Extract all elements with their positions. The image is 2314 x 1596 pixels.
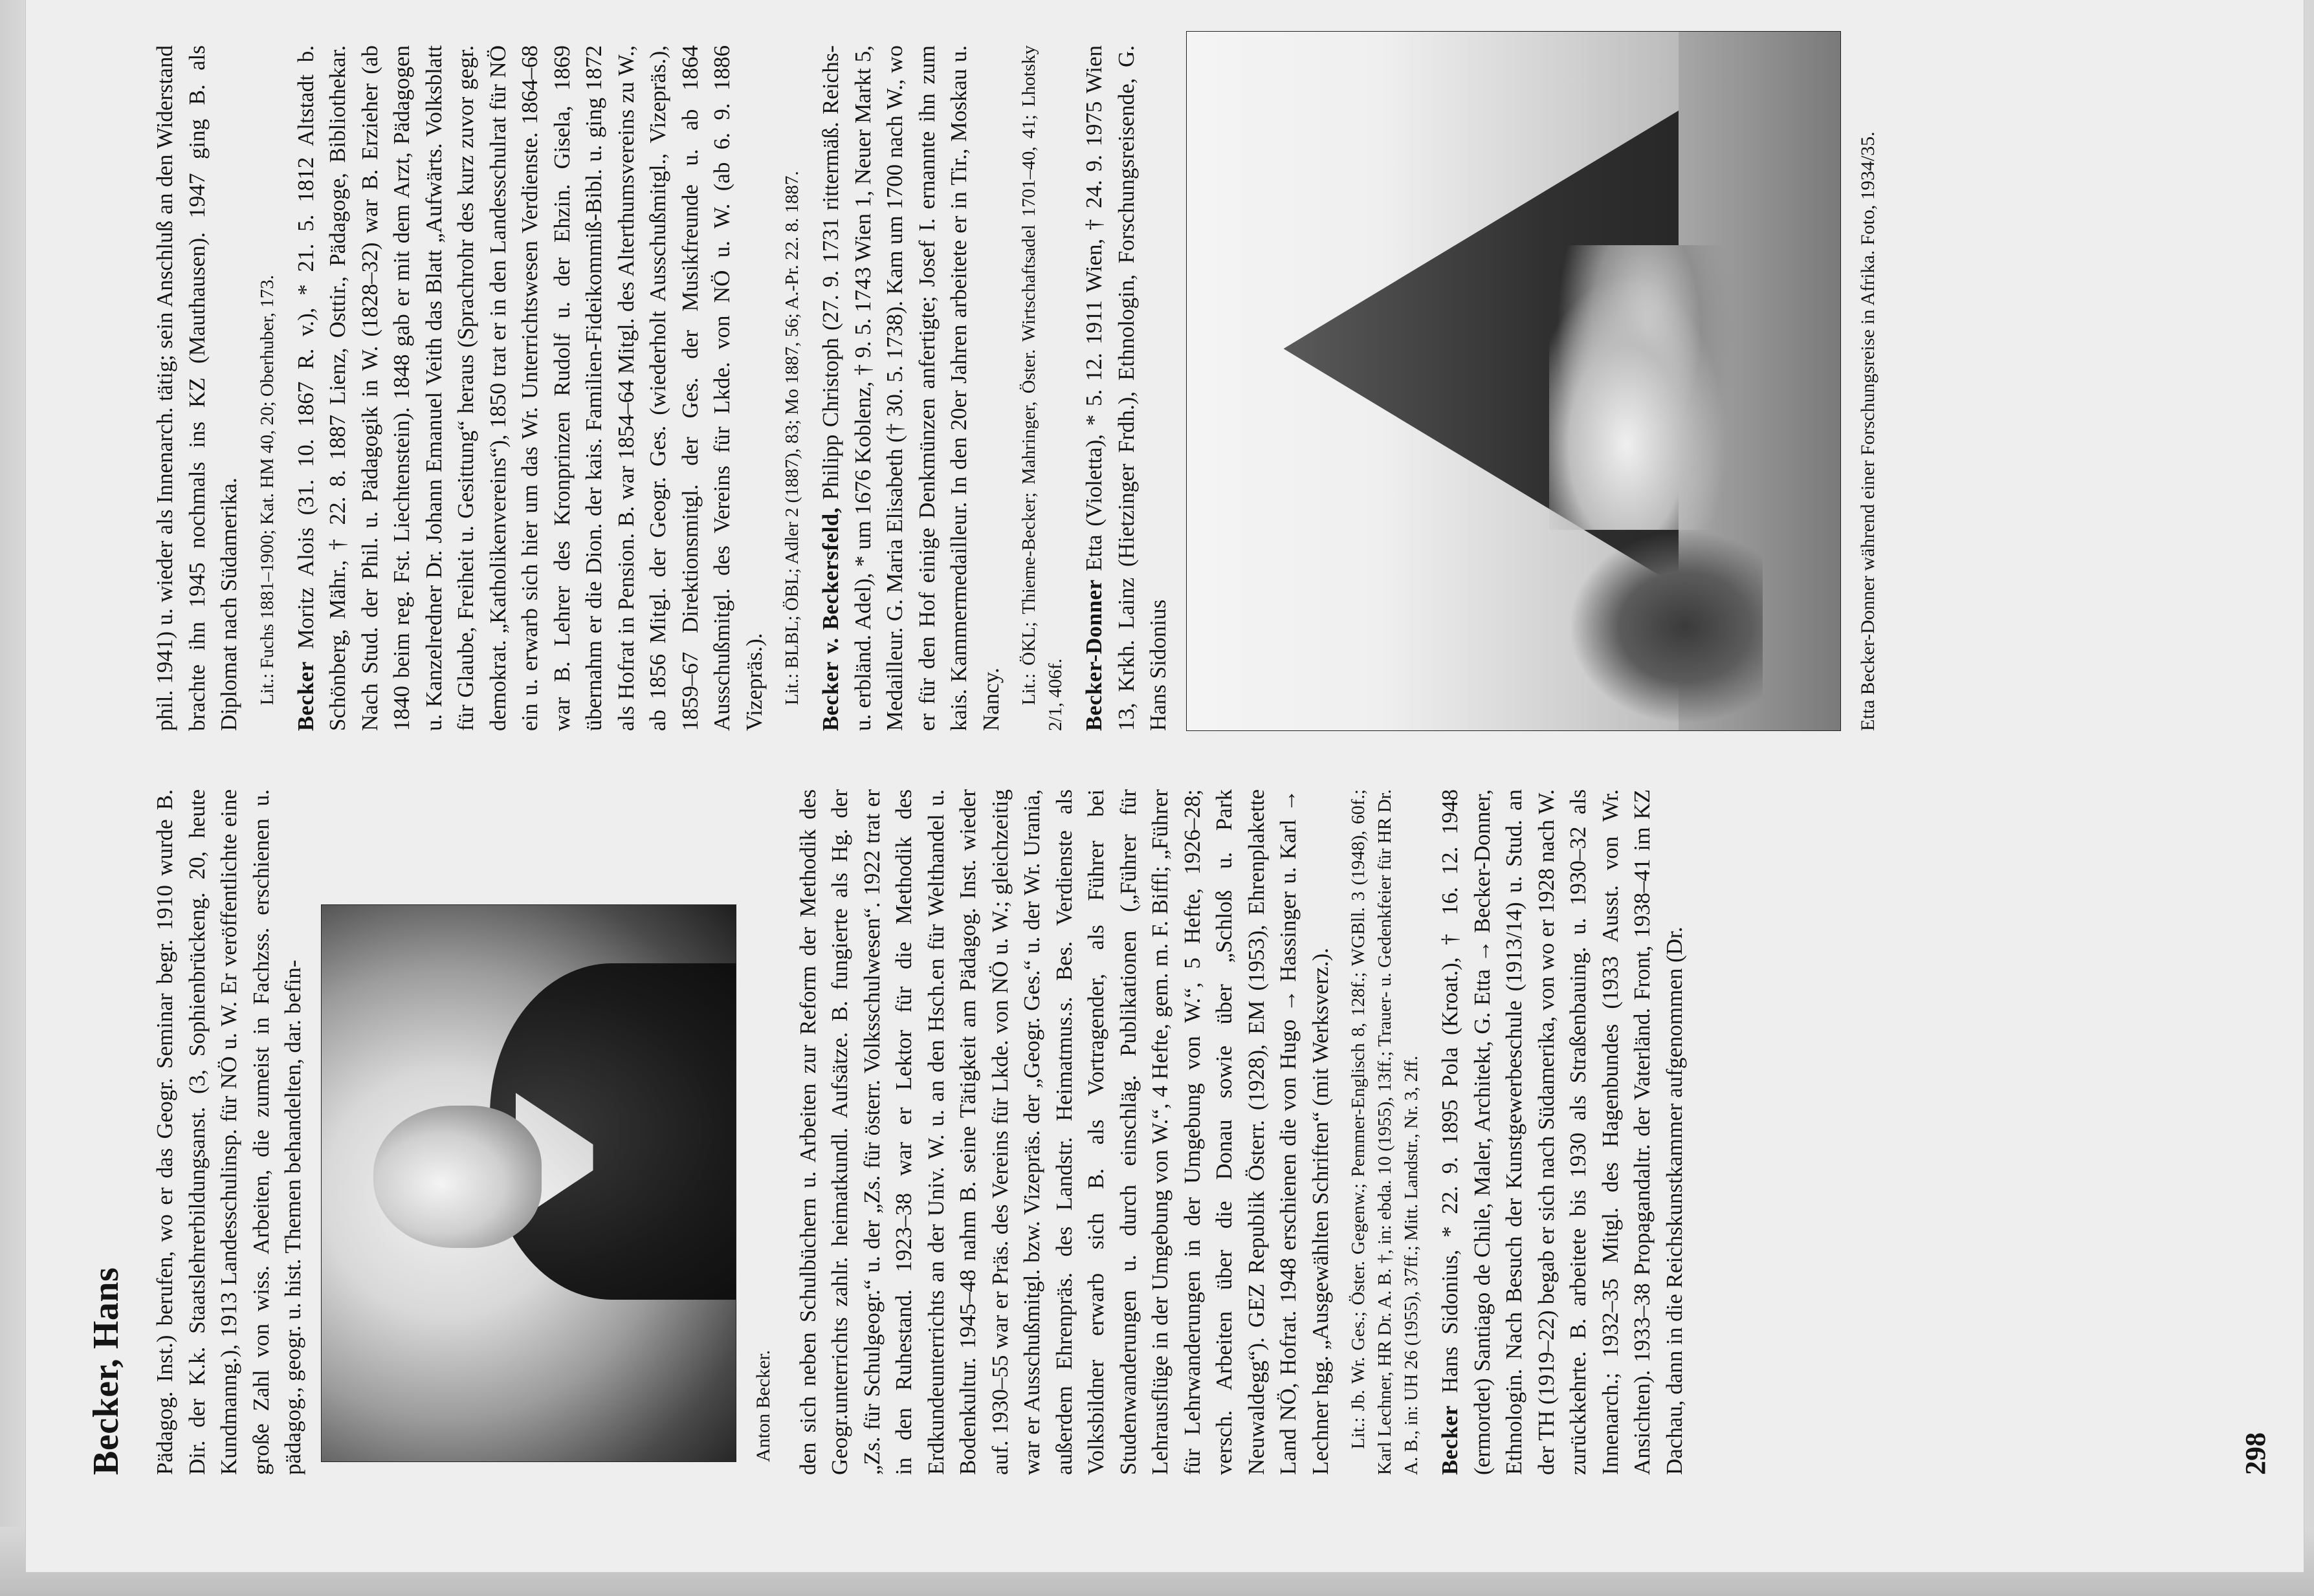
- anton-becker-text-1: Pädagog. Inst.) berufen, wo er das Geogr. Seminar begr. 1910 wurde B. Dir. der K.k. Staatslehrerbildungsanst. (3, Sophienbrückeng. 20, heute Kundmanng.), 1913 Landesschulinsp. für NÖ u. W. Er veröffentlichte eine große Zahl von wiss. Arbeiten, die zumeist in Fachzss. erschienen u. pädagog., geogr. u. hist. Themen behandelten, dar. befin-: [152, 789, 305, 1475]
- hans-becker-headword: Becker: [1437, 1405, 1462, 1475]
- running-head: Becker, Hans: [86, 1267, 126, 1475]
- etta-becker-donner-photo: [1186, 31, 1841, 731]
- hans-becker-entry: [1434, 789, 1690, 1475]
- right-column: [149, 45, 1897, 731]
- moritz-becker-text: Moritz Alois (31. 10. 1867 R. v.), * 21. 5. 1812 Altstadt b. Schönberg, Mähr., † 22. 8. 1887 Lienz, Osttir., Pädagoge, Bibliothekar. Nach Stud. der Phil. u. Pädagogik in W. (1828–32) war B. Erzieher (ab 1840 beim reg. Fst. Liechtenstein). 1848 gab er mit dem Arzt, Pädagogen u. Kanzelredner Dr. Johann Emanuel Veith das Blatt „Aufwärts. Volksblatt für Glaube, Freiheit u. Gesittung“ heraus (Sprachrohr des kurz zuvor gegr. demokrat. „Katholikenvereins“), 1850 trat er in den Landesschulrat für NÖ ein u. erwarb sich hier um das Wr. Unterrichtswesen Verdienste. 1864–68 war B. Lehrer des Kronprinzen Rudolf u. der Ehzin. Gisela, 1869 übernahm er die Dion. der kais. Familien-Fideikommiß-Bibl. u. ging 1872 als Hofrat in Pension. B. war 1854–64 Mitgl. des Alterthumsvereins zu W., ab 1856 Mitgl. der Geogr. Ges. (wiederholt Ausschußmitgl., Vizepräs.), 1859–67 Direktionsmitgl. der Ges. der Musikfreunde u. ab 1864 Ausschußmitgl. des Vereins für Lkde. von NÖ u. W. (ab 6. 9. 1886 Vizepräs.).: [292, 45, 767, 731]
- anton-becker-text-2: den sich neben Schulbüchern u. Arbeiten zur Reform der Methodik des Geogr.unterrichts zahlr. heimatkundl. Aufsätze. B. fungierte als Hg. der „Zs. für Schulgeogr.“ u. der „Zs. für österr. Volksschulwesen“. 1922 trat er in den Ruhestand. 1923–38 war er Lektor für die Methodik des Erdkundeunterrichts an der Univ. W. u. an den Hsch.en für Welthandel u. Bodenkultur. 1945–48 nahm B. seine Tätigkeit am Pädagog. Inst. wieder auf. 1930–55 war er Präs. des Vereins für Lkde. von NÖ u. W.; gleichzeitig war er Ausschußmitgl. bzw. Vizepräs. der „Geogr. Ges.“ u. der Wr. Urania, außerdem Ehrenpräs. des Landstr. Heimatmus.s. Bes. Verdienste als Volksbildner erwarb sich B. als Vortragender, als Führer bei Studenwanderungen u. durch einschläg. Publikationen („Führer für Lehrausflüge in der Umgebung von W.“, 4 Hefte, gem. m. F. Biffl; „Führer für Lehrwanderungen in der Umgebung von W.“, 5 Hefte, 1926–28; versch. Arbeiten über die Donau sowie über „Schloß u. Park Neuwaldegg“). GEZ Republik Österr. (1928), EM (1953), Ehrenplakette Land NÖ, Hofrat. 1948 erschienen die von Hugo → Hassinger u. Karl → Lechner hgg. „Ausgewählten Schriften“ (mit Werksverz.).: [795, 789, 1333, 1475]
- anton-becker-photo: [321, 904, 736, 1462]
- hans-becker-literature: Lit.: Fuchs 1881–1900; Kat. HM 40, 20; Oberhuber, 173.: [256, 275, 278, 705]
- page-number: 298: [2240, 1432, 2271, 1475]
- philipp-becker-text: Philipp Christoph (27. 9. 1731 ritterm​äß. Reichs- u. erbländ. Adel), * um 1676 Koblenz, † 9. 5. 1743 Wien 1, Neuer Markt 5, Medailleur. G. Maria Elisabeth († 30. 5. 1738). Kam um 1700 nach W., wo er für den Hof einige Denkmünzen anfertigte; Josef I. ernannte ihn zum kais. Kammermedailleur. In den 20er Jahren arbeitete er in Tir., Moskau u. Nancy.: [818, 45, 1004, 731]
- philipp-becker-headword: Becker v. Beckersfeld,: [818, 507, 843, 731]
- philipp-becker-entry: [815, 45, 1007, 731]
- hans-becker-continuation: phil. 1941) u. wieder als Innenarch. tätig; sein Anschluß an den Widerstand brachte ihn 1945 nochmals ins KZ (Mauthausen). 1947 ging B. als Diplomat nach Südamerika.: [152, 45, 241, 731]
- photo-head: [373, 1106, 542, 1248]
- anton-becker-literature: Lit.: Jb. Wr. Ges.; Öster. Gegenw.; Pemmer-Englisch 8, 128f.; WGBll. 3 (1948), 60f.; Karl Lechner, HR Dr. A. B. †, in: ebda. 10 (1955), 13ff.; Trauer- u. Gedenkfeier für HR Dr. A. B., in: UH 26 (1955), 37ff.; Mitt. Landstr., Nr. 3, 2ff.: [1348, 789, 1422, 1475]
- etta-becker-donner-headword: Becker-Donner: [1081, 579, 1107, 731]
- left-column: [149, 789, 1699, 1475]
- photo-figures: [1549, 245, 1743, 530]
- photo-crowd: [1569, 530, 1763, 724]
- anton-becker-caption: Anton Becker.: [752, 1350, 774, 1462]
- hans-becker-text: Hans Sidonius, * 22. 9. 1895 Pola (Kroat.), † 16. 12. 1948 (ermordet) Santiago de Chile, Maler, Architekt, G. Etta → Becker-Donner, Ethnologin. Nach Besuch der Kunstgewerbeschule (1913/14) u. Stud. an der TH (1919–22) begab er sich nach Südamerika, von wo er 1928 nach W. zurückkehrte. B. arbeitete bis 1930 als Straßenbauing. u. 1930–32 als Innenarch.; 1932–35 Mitgl. des Hagenbundes (1933 Ausst. von Wr. Ansichten). 1933–38 Propagandaltr. der Vaterländ. Front, 1938–41 im KZ Dachau, dann in die Reichskunstkammer aufgenommen (Dr.: [1437, 789, 1687, 1475]
- etta-becker-donner-entry: [1078, 45, 1174, 731]
- moritz-becker-entry: [290, 45, 771, 731]
- moritz-becker-literature: Lit.: BLBL; ÖBL; Adler 2 (1887), 83; Mo 1887, 56; A.-Pr. 22. 8. 1887.: [782, 171, 802, 705]
- etta-becker-donner-caption: Etta Becker-Donner während einer Forschungsreise in Afrika. Foto, 1934/35.: [1857, 131, 1879, 731]
- philipp-becker-literature: Lit.: ÖKL; Thieme-Becker; Mahringer, Öster. Wirtschaftsadel 1701–40, 41; Lhotsky 2/1, 406f.: [1019, 45, 1066, 731]
- etta-becker-donner-text: Etta (Violetta), * 5. 12. 1911 Wien, † 24. 9. 1975 Wien 13, Krkh. Lainz (Hietzinger Frdh.), Ethnologin, Forschungsreisende, G. Hans Sidonius: [1081, 45, 1171, 731]
- moritz-becker-headword: Becker: [292, 661, 318, 731]
- book-page: [26, 0, 2304, 1572]
